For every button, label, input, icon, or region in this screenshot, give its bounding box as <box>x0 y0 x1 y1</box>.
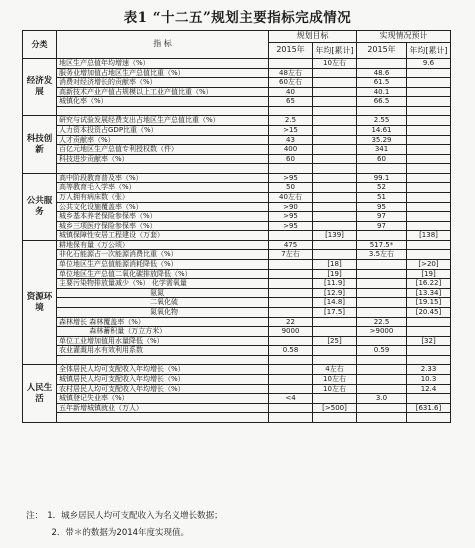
plan-annual-cell <box>313 202 357 212</box>
plan-2015-cell <box>269 384 313 394</box>
indicator-cell <box>57 106 269 115</box>
indicator-cell: 研究与试验发展经费支出占地区生产总值比重（%） <box>57 116 269 126</box>
category-cell: 科技创新 <box>23 116 57 173</box>
plan-annual-cell <box>313 78 357 88</box>
header-plan-2015: 2015年 <box>269 43 313 59</box>
actual-2015-cell: 341 <box>357 145 407 155</box>
actual-2015-cell <box>357 260 407 270</box>
table-row <box>23 116 451 126</box>
table-row <box>23 374 451 384</box>
indicator-cell: 城乡三项医疗保险参保率（%） <box>57 221 269 231</box>
plan-annual-cell <box>313 317 357 327</box>
plan-annual-cell <box>313 68 357 78</box>
actual-annual-cell <box>407 221 451 231</box>
table-row <box>23 260 451 270</box>
plan-2015-cell <box>269 365 313 375</box>
table-row <box>23 413 451 422</box>
plan-annual-cell: [25] <box>313 336 357 346</box>
plan-2015-cell: 40 <box>269 87 313 97</box>
table-row <box>23 365 451 375</box>
plan-annual-cell: 10左右 <box>313 384 357 394</box>
plan-annual-cell <box>313 87 357 97</box>
table-row <box>23 145 451 155</box>
plan-2015-cell: 7左右 <box>269 250 313 260</box>
indicator-cell: 人力资本投资占GDP比重（%） <box>57 125 269 135</box>
actual-annual-cell: [19] <box>407 269 451 279</box>
actual-annual-cell: [20.45] <box>407 308 451 318</box>
plan-annual-cell <box>313 97 357 107</box>
table-row <box>23 250 451 260</box>
table-row <box>23 135 451 145</box>
table-row <box>23 317 451 327</box>
indicator-cell <box>57 413 269 422</box>
actual-2015-cell <box>357 374 407 384</box>
plan-annual-cell: 4左右 <box>313 365 357 375</box>
actual-annual-cell: [13.34] <box>407 288 451 298</box>
indicator-cell: 万人拥有病床数（张） <box>57 192 269 202</box>
actual-annual-cell <box>407 78 451 88</box>
plan-2015-cell: 40左右 <box>269 192 313 202</box>
plan-2015-cell: 43 <box>269 135 313 145</box>
indicator-cell <box>57 164 269 173</box>
actual-2015-cell: 3.0 <box>357 394 407 404</box>
table-row <box>23 59 451 69</box>
plan-2015-cell <box>269 308 313 318</box>
plan-annual-cell: [14.8] <box>313 298 357 308</box>
plan-2015-cell: 475 <box>269 240 313 250</box>
actual-annual-cell: 2.33 <box>407 365 451 375</box>
table-row <box>23 154 451 164</box>
plan-annual-cell <box>313 183 357 193</box>
plan-2015-cell <box>269 413 313 422</box>
actual-2015-cell: 97 <box>357 212 407 222</box>
actual-2015-cell: >9000 <box>357 327 407 337</box>
indicator-cell: 全体居民人均可支配收入年均增长（%） <box>57 365 269 375</box>
indicator-cell: 百亿元地区生产总值专利授权数（件） <box>57 145 269 155</box>
indicator-cell: 人才贡献率（%） <box>57 135 269 145</box>
actual-2015-cell: 60 <box>357 154 407 164</box>
actual-annual-cell <box>407 250 451 260</box>
plan-annual-cell: [18] <box>313 260 357 270</box>
plan-annual-cell <box>313 173 357 183</box>
actual-2015-cell <box>357 164 407 173</box>
actual-annual-cell: [138] <box>407 231 451 241</box>
actual-annual-cell <box>407 87 451 97</box>
plan-annual-cell <box>313 116 357 126</box>
indicator-cell: 氨氮 <box>57 288 269 298</box>
table-row <box>23 68 451 78</box>
table-row <box>23 279 451 289</box>
plan-2015-cell: 65 <box>269 97 313 107</box>
actual-annual-cell: [32] <box>407 336 451 346</box>
category-cell: 资源环境 <box>23 240 57 365</box>
plan-annual-cell <box>313 192 357 202</box>
actual-2015-cell <box>357 288 407 298</box>
actual-annual-cell: [631.6] <box>407 403 451 413</box>
actual-annual-cell: 10.3 <box>407 374 451 384</box>
plan-2015-cell <box>269 231 313 241</box>
table-row <box>23 327 451 337</box>
category-cell: 人民生活 <box>23 365 57 422</box>
actual-2015-cell: 99.1 <box>357 173 407 183</box>
actual-2015-cell <box>357 106 407 115</box>
indicator-cell: 地区生产总值年均增速（%） <box>57 59 269 69</box>
plan-2015-cell <box>269 336 313 346</box>
indicator-cell: 科技进步贡献率（%） <box>57 154 269 164</box>
actual-annual-cell: [16.22] <box>407 279 451 289</box>
actual-annual-cell <box>407 68 451 78</box>
actual-annual-cell <box>407 145 451 155</box>
actual-2015-cell: 3.5左右 <box>357 250 407 260</box>
table-row <box>23 164 451 173</box>
actual-2015-cell: 51 <box>357 192 407 202</box>
actual-2015-cell: 0.59 <box>357 346 407 356</box>
actual-annual-cell <box>407 154 451 164</box>
actual-annual-cell <box>407 240 451 250</box>
indicator-cell: 城镇居民人均可支配收入年均增长（%） <box>57 374 269 384</box>
plan-annual-cell: [11.9] <box>313 279 357 289</box>
actual-annual-cell: [19.15] <box>407 298 451 308</box>
actual-annual-cell <box>407 394 451 404</box>
table-row <box>23 240 451 250</box>
actual-2015-cell: 35.29 <box>357 135 407 145</box>
actual-annual-cell <box>407 317 451 327</box>
plan-2015-cell <box>269 59 313 69</box>
indicator-cell: 氮氧化物 <box>57 308 269 318</box>
plan-annual-cell <box>313 154 357 164</box>
indicator-cell: 主要污染物排放量减少（%） 化学需氧量 <box>57 279 269 289</box>
actual-2015-cell <box>357 365 407 375</box>
indicator-table <box>22 30 451 423</box>
actual-2015-cell <box>357 59 407 69</box>
actual-2015-cell <box>357 298 407 308</box>
header-category: 分类 <box>23 31 57 59</box>
plan-annual-cell: [17.5] <box>313 308 357 318</box>
table-row <box>23 125 451 135</box>
actual-annual-cell <box>407 97 451 107</box>
plan-2015-cell: >95 <box>269 173 313 183</box>
footnotes <box>26 508 456 542</box>
actual-annual-cell <box>407 183 451 193</box>
plan-2015-cell: 400 <box>269 145 313 155</box>
table-row <box>23 384 451 394</box>
actual-2015-cell: 22.5 <box>357 317 407 327</box>
indicator-cell: 农村居民人均可支配收入年均增长（%） <box>57 384 269 394</box>
actual-2015-cell: 48.6 <box>357 68 407 78</box>
header-plan-target: 规划目标 <box>269 31 357 43</box>
actual-2015-cell <box>357 279 407 289</box>
indicator-cell: 非化石能源占一次能源消费比重（%） <box>57 250 269 260</box>
indicator-cell: 农业灌溉用水有效利用系数 <box>57 346 269 356</box>
table-row <box>23 356 451 365</box>
plan-2015-cell: 9000 <box>269 327 313 337</box>
plan-annual-cell <box>313 145 357 155</box>
actual-annual-cell <box>407 356 451 365</box>
table-row <box>23 221 451 231</box>
indicator-cell <box>57 356 269 365</box>
actual-annual-cell <box>407 125 451 135</box>
actual-annual-cell <box>407 212 451 222</box>
table-row <box>23 308 451 318</box>
plan-2015-cell <box>269 374 313 384</box>
actual-annual-cell <box>407 327 451 337</box>
actual-annual-cell <box>407 106 451 115</box>
indicator-cell: 高新技术产业产值占规模以上工业产值比重（%） <box>57 87 269 97</box>
actual-2015-cell: 2.55 <box>357 116 407 126</box>
plan-2015-cell: 60左右 <box>269 78 313 88</box>
indicator-cell: 单位地区生产总值能源消耗降低（%） <box>57 260 269 270</box>
actual-2015-cell <box>357 231 407 241</box>
plan-annual-cell <box>313 327 357 337</box>
indicator-cell: 公共文化设施覆盖率（%） <box>57 202 269 212</box>
table-row <box>23 288 451 298</box>
plan-annual-cell <box>313 413 357 422</box>
table-title: 表1 “十二五”规划主要指标完成情况 <box>123 10 352 26</box>
table-row <box>23 346 451 356</box>
category-cell: 公共服务 <box>23 173 57 240</box>
table-row <box>23 212 451 222</box>
indicator-cell: 森林蓄积量（万立方米） <box>57 327 269 337</box>
plan-annual-cell <box>313 250 357 260</box>
actual-2015-cell <box>357 269 407 279</box>
plan-annual-cell: [19] <box>313 269 357 279</box>
actual-2015-cell: 14.61 <box>357 125 407 135</box>
table-row <box>23 231 451 241</box>
plan-2015-cell: >90 <box>269 202 313 212</box>
actual-2015-cell: 40.1 <box>357 87 407 97</box>
table-row <box>23 106 451 115</box>
actual-2015-cell <box>357 308 407 318</box>
indicator-cell: 五年新增城镇就业（万人） <box>57 403 269 413</box>
plan-annual-cell: 10左右 <box>313 59 357 69</box>
table-row <box>23 298 451 308</box>
actual-annual-cell: [>20] <box>407 260 451 270</box>
header-indicator: 指 标 <box>57 31 269 59</box>
plan-2015-cell <box>269 356 313 365</box>
plan-2015-cell: <4 <box>269 394 313 404</box>
indicator-cell: 消费对经济增长的贡献率（%） <box>57 78 269 88</box>
table-row <box>23 394 451 404</box>
category-cell: 经济发展 <box>23 59 57 116</box>
table-row <box>23 78 451 88</box>
plan-2015-cell <box>269 269 313 279</box>
indicator-cell: 高中阶段教育普及率（%） <box>57 173 269 183</box>
table-row <box>23 97 451 107</box>
actual-2015-cell <box>357 336 407 346</box>
plan-annual-cell <box>313 394 357 404</box>
indicator-cell: 城镇登记失业率（%） <box>57 394 269 404</box>
footnote-1: 注： 1．城乡居民人均可支配收入为名义增长数据； <box>26 511 223 521</box>
plan-2015-cell: >95 <box>269 212 313 222</box>
actual-2015-cell <box>357 403 407 413</box>
actual-annual-cell <box>407 413 451 422</box>
plan-annual-cell <box>313 240 357 250</box>
indicator-cell: 耕地保有量（万公顷） <box>57 240 269 250</box>
indicator-cell: 单位地区生产总值二氧化碳排放降低（%） <box>57 269 269 279</box>
actual-2015-cell: 61.5 <box>357 78 407 88</box>
indicator-cell: 高等教育毛入学率（%） <box>57 183 269 193</box>
plan-2015-cell: 48左右 <box>269 68 313 78</box>
plan-2015-cell <box>269 298 313 308</box>
plan-2015-cell: 50 <box>269 183 313 193</box>
actual-2015-cell <box>357 356 407 365</box>
actual-annual-cell <box>407 202 451 212</box>
actual-annual-cell <box>407 135 451 145</box>
plan-2015-cell <box>269 403 313 413</box>
plan-2015-cell <box>269 288 313 298</box>
actual-2015-cell <box>357 413 407 422</box>
plan-annual-cell: [>500] <box>313 403 357 413</box>
table-body <box>23 59 451 423</box>
plan-annual-cell <box>313 125 357 135</box>
indicator-cell: 城乡基本养老保险参保率（%） <box>57 212 269 222</box>
indicator-cell: 单位工业增加值用水量降低（%） <box>57 336 269 346</box>
actual-annual-cell <box>407 346 451 356</box>
actual-annual-cell <box>407 164 451 173</box>
plan-annual-cell <box>313 346 357 356</box>
table-row <box>23 183 451 193</box>
plan-2015-cell <box>269 106 313 115</box>
header-plan-annual: 年均[累计] <box>313 43 357 59</box>
actual-annual-cell <box>407 173 451 183</box>
actual-2015-cell: 66.5 <box>357 97 407 107</box>
actual-2015-cell: 517.5* <box>357 240 407 250</box>
plan-annual-cell: [12.9] <box>313 288 357 298</box>
indicator-cell: 二氧化硫 <box>57 298 269 308</box>
footnote-2: 2．带＊的数据为2014年度实现值。 <box>26 528 190 538</box>
plan-annual-cell <box>313 164 357 173</box>
header-actual-annual: 年均[累计] <box>407 43 451 59</box>
actual-annual-cell <box>407 192 451 202</box>
plan-2015-cell: >15 <box>269 125 313 135</box>
plan-annual-cell <box>313 212 357 222</box>
actual-annual-cell <box>407 116 451 126</box>
actual-2015-cell <box>357 384 407 394</box>
plan-2015-cell: 22 <box>269 317 313 327</box>
plan-annual-cell: 10左右 <box>313 374 357 384</box>
actual-2015-cell: 97 <box>357 221 407 231</box>
indicator-cell: 城镇化率（%） <box>57 97 269 107</box>
indicator-cell: 城镇保障性安居工程建设（万套） <box>57 231 269 241</box>
plan-annual-cell <box>313 221 357 231</box>
indicator-cell: 森林增长 森林覆盖率（%） <box>57 317 269 327</box>
plan-2015-cell: 60 <box>269 154 313 164</box>
plan-2015-cell <box>269 279 313 289</box>
plan-2015-cell: 2.5 <box>269 116 313 126</box>
actual-2015-cell: 95 <box>357 202 407 212</box>
plan-2015-cell: >95 <box>269 221 313 231</box>
table-row <box>23 336 451 346</box>
plan-annual-cell <box>313 356 357 365</box>
table-row <box>23 269 451 279</box>
header-actual: 实现情况预计 <box>357 31 451 43</box>
plan-annual-cell <box>313 106 357 115</box>
plan-2015-cell <box>269 164 313 173</box>
table-row <box>23 173 451 183</box>
header-actual-2015: 2015年 <box>357 43 407 59</box>
table-row <box>23 403 451 413</box>
indicator-cell: 服务业增加值占地区生产总值比重（%） <box>57 68 269 78</box>
actual-annual-cell: 12.4 <box>407 384 451 394</box>
actual-annual-cell: 9.6 <box>407 59 451 69</box>
plan-2015-cell <box>269 260 313 270</box>
plan-annual-cell <box>313 135 357 145</box>
plan-2015-cell: 0.58 <box>269 346 313 356</box>
plan-annual-cell: [139] <box>313 231 357 241</box>
table-row <box>23 202 451 212</box>
table-row <box>23 192 451 202</box>
actual-2015-cell: 52 <box>357 183 407 193</box>
table-row <box>23 87 451 97</box>
